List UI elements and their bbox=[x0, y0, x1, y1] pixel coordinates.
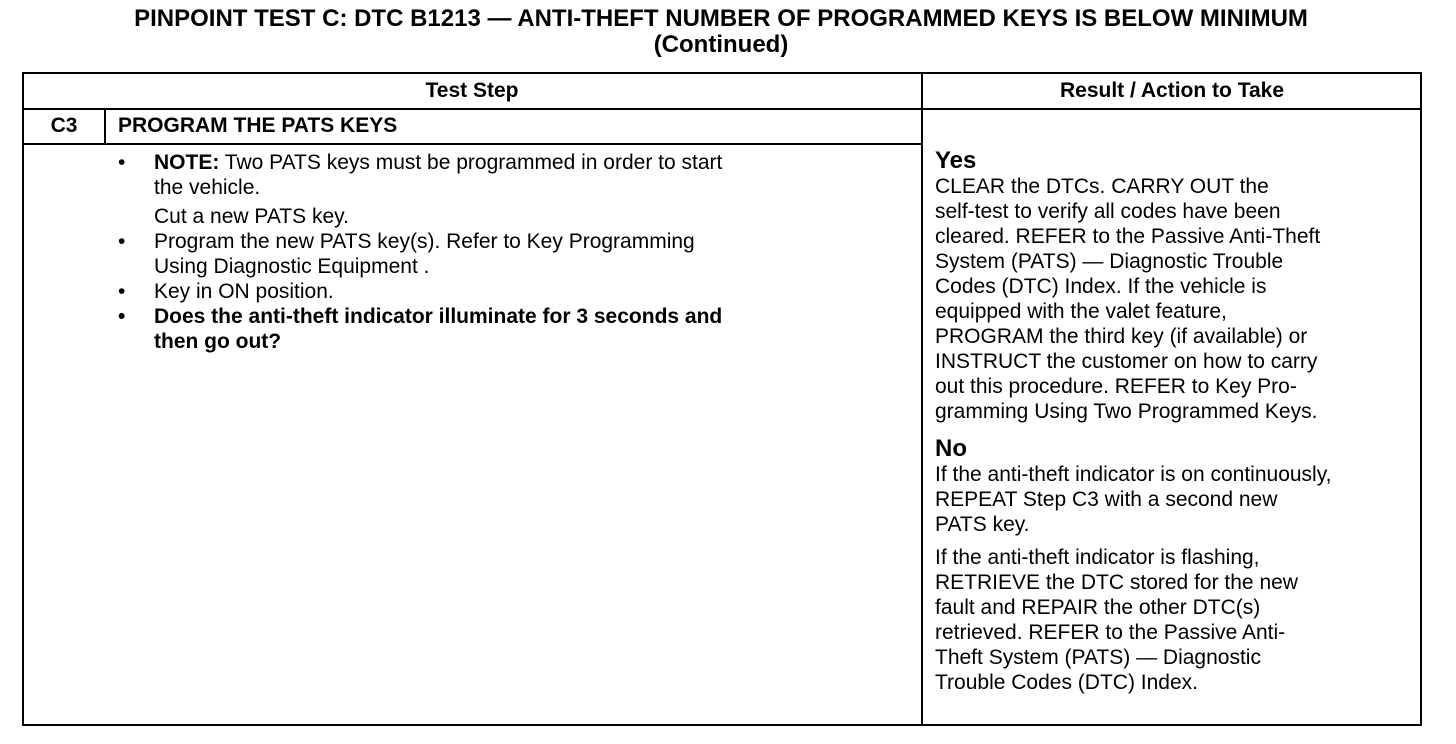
list-item-cut-key bbox=[110, 204, 870, 229]
yes-line: System (PATS) — Diagnostic Trouble bbox=[935, 250, 1284, 273]
no-line: PATS key. bbox=[935, 513, 1030, 536]
yes-line: equipped with the valet feature, bbox=[935, 300, 1227, 323]
yes-line: gramming Using Two Programmed Keys. bbox=[935, 400, 1318, 423]
title-line-1: PINPOINT TEST C: DTC B1213 — ANTI-THEFT NUMBER OF PROGRAMMED KEYS IS BELOW MINIMUM bbox=[134, 5, 1308, 32]
no-line: If the anti-theft indicator is on continuously, bbox=[935, 463, 1332, 486]
step-title: PROGRAM THE PATS KEYS bbox=[118, 114, 398, 137]
no-line: If the anti-theft indicator is flashing, bbox=[935, 546, 1260, 569]
cut-key-text: Cut a new PATS key. bbox=[154, 205, 349, 228]
result-yes bbox=[935, 148, 1421, 424]
yes-line: self-test to verify all codes have been bbox=[935, 200, 1281, 223]
yes-line: cleared. REFER to the Passive Anti-Theft bbox=[935, 225, 1321, 248]
step-instructions bbox=[110, 150, 870, 354]
header-result-action: Result / Action to Take bbox=[1059, 79, 1285, 102]
title-line-2: (Continued) bbox=[653, 31, 789, 58]
header-divider bbox=[22, 108, 1422, 110]
no-action-text-continuous bbox=[935, 462, 1421, 537]
list-item-key-on bbox=[110, 279, 870, 304]
list-item-program bbox=[110, 229, 870, 279]
column-divider bbox=[921, 72, 923, 726]
list-item-question bbox=[110, 304, 870, 354]
program-text-line-2: Using Diagnostic Equipment . bbox=[154, 255, 430, 278]
header-test-step: Test Step bbox=[425, 79, 519, 102]
step-code-divider bbox=[104, 108, 106, 144]
key-on-text: Key in ON position. bbox=[154, 280, 334, 303]
bullet-glyph: • bbox=[118, 280, 126, 303]
question-line-2: then go out? bbox=[154, 330, 282, 353]
yes-line: out this procedure. REFER to Key Pro- bbox=[935, 375, 1297, 398]
yes-action-text bbox=[935, 174, 1421, 424]
program-text-line-1: Program the new PATS key(s). Refer to Key Programming bbox=[154, 230, 695, 253]
list-item-note bbox=[110, 150, 870, 200]
no-line: retrieved. REFER to the Passive Anti- bbox=[935, 621, 1286, 644]
bullet-glyph: • bbox=[118, 230, 126, 253]
yes-line: INSTRUCT the customer on how to carry bbox=[935, 350, 1318, 373]
no-line: Trouble Codes (DTC) Index. bbox=[935, 671, 1198, 694]
yes-label: Yes bbox=[935, 147, 977, 174]
step-code: C3 bbox=[50, 114, 78, 137]
no-line: Theft System (PATS) — Diagnostic bbox=[935, 646, 1261, 669]
step-title-divider bbox=[22, 143, 922, 145]
no-line: RETRIEVE the DTC stored for the new bbox=[935, 571, 1298, 594]
no-line: REPEAT Step C3 with a second new bbox=[935, 488, 1278, 511]
no-label: No bbox=[935, 435, 967, 462]
question-line-1: Does the anti-theft indicator illuminate for 3 seconds and bbox=[154, 305, 723, 328]
yes-line: CLEAR the DTCs. CARRY OUT the bbox=[935, 175, 1269, 198]
no-line: fault and REPAIR the other DTC(s) bbox=[935, 596, 1261, 619]
page-title bbox=[20, 6, 1422, 58]
note-text-line-2: the vehicle. bbox=[154, 176, 261, 199]
bullet-glyph: • bbox=[118, 151, 126, 174]
yes-line: PROGRAM the third key (if available) or bbox=[935, 325, 1308, 348]
note-label: NOTE: bbox=[154, 151, 220, 174]
yes-line: Codes (DTC) Index. If the vehicle is bbox=[935, 275, 1267, 298]
bullet-glyph: • bbox=[118, 305, 126, 328]
no-action-text-flashing bbox=[935, 545, 1421, 695]
result-no bbox=[935, 436, 1421, 695]
note-text-line-1: Two PATS keys must be programmed in order to start bbox=[219, 151, 723, 174]
